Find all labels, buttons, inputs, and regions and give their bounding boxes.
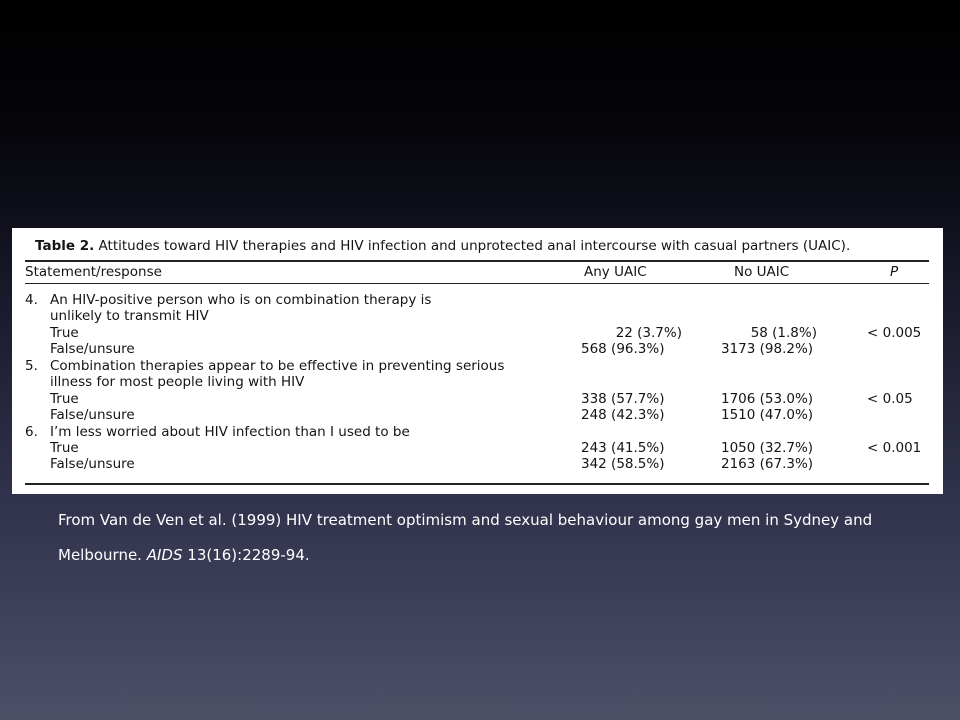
response-no-uaic: 1706 (53.0%) [721,391,814,407]
table-image [12,228,943,494]
item-number: 4. [25,292,38,308]
response-label: True [50,325,79,341]
response-any-uaic: 568 (96.3%) [581,341,665,357]
item-statement-line: I’m less worried about HIV infection than I used to be [50,424,410,440]
response-p-value: < 0.001 [867,440,922,456]
item-statement-line: An HIV-positive person who is on combination therapy is [50,292,432,308]
citation-prefix: Melbourne. [58,546,142,564]
response-any-uaic: 342 (58.5%) [581,456,665,472]
response-no-uaic: 1510 (47.0%) [721,407,814,423]
response-p-value: < 0.005 [867,325,922,341]
response-any-uaic: 248 (42.3%) [581,407,665,423]
response-label: True [50,391,79,407]
table-header-rule [25,283,929,284]
header-statement: Statement/response [25,264,162,280]
item-statement-line: Combination therapies appear to be effective in preventing serious [50,358,505,374]
table-caption [35,238,850,254]
table-bottom-rule [25,483,929,485]
response-no-uaic: 1050 (32.7%) [721,440,814,456]
item-statement-line: unlikely to transmit HIV [50,308,209,324]
response-label: False/unsure [50,456,135,472]
response-any-uaic: 338 (57.7%) [581,391,665,407]
item-number: 6. [25,424,38,440]
response-any-uaic: 243 (41.5%) [581,440,665,456]
item-statement-line: illness for most people living with HIV [50,374,305,390]
response-p-value: < 0.05 [867,391,913,407]
table-top-rule [25,260,929,262]
response-no-uaic: 58 (1.8%) [750,325,817,341]
header-p: P [890,264,899,280]
response-label: True [50,440,79,456]
header-any-uaic: Any UAIC [584,264,647,280]
header-no-uaic: No UAIC [734,264,790,280]
citation-suffix: 13(16):2289-94. [187,546,310,564]
citation-line-2 [58,546,310,564]
response-label: False/unsure [50,341,135,357]
table-caption-text: Attitudes toward HIV therapies and HIV infection and unprotected anal intercourse with casual partners (UAIC). [98,238,851,254]
response-no-uaic: 3173 (98.2%) [721,341,814,357]
response-label: False/unsure [50,407,135,423]
table-caption-label: Table 2. [35,238,95,254]
response-no-uaic: 2163 (67.3%) [721,456,814,472]
response-any-uaic: 22 (3.7%) [615,325,682,341]
citation-journal: AIDS [146,546,183,564]
citation-line-1: From Van de Ven et al. (1999) HIV treatment optimism and sexual behaviour among gay men in Sydney and [58,511,873,529]
item-number: 5. [25,358,38,374]
